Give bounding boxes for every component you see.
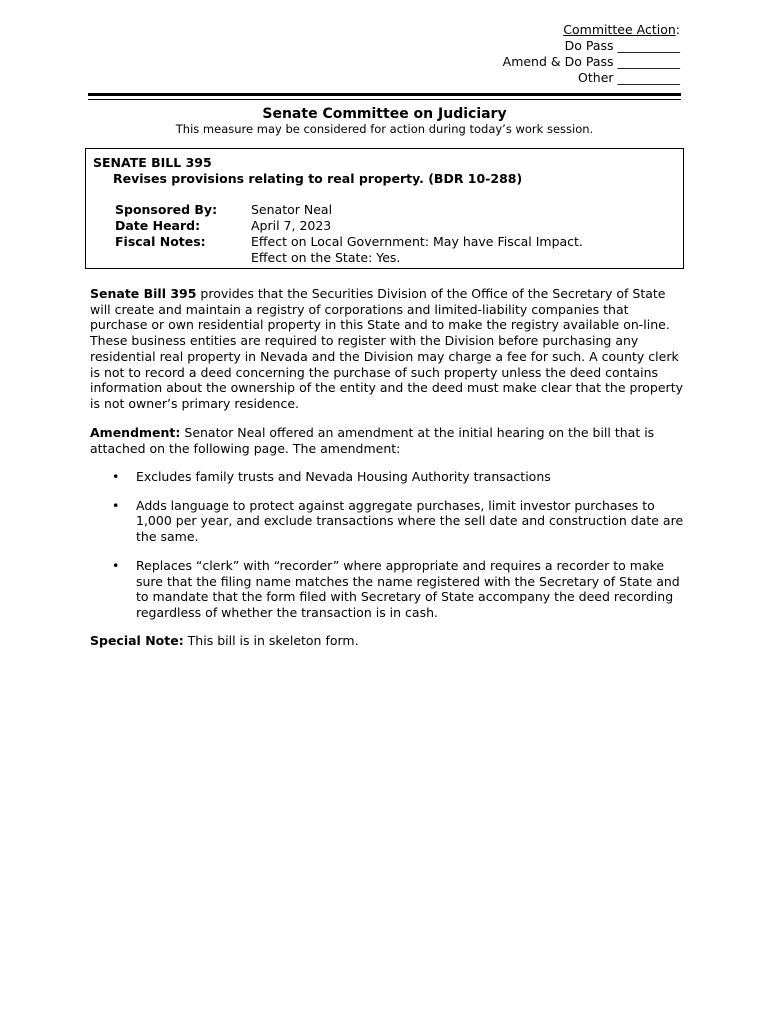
list-item-text: Excludes family trusts and Nevada Housing Authority transactions — [136, 469, 551, 484]
bill-metadata — [115, 202, 583, 266]
bullet-icon: • — [112, 497, 120, 513]
list-item — [90, 498, 685, 545]
special-note-text: This bill is in skeleton form. — [183, 633, 359, 648]
work-session-note: This measure may be considered for action during today’s work session. — [175, 122, 594, 136]
bill-description: Revises provisions relating to real property. (BDR 10-288) — [113, 171, 523, 186]
bullet-icon: • — [112, 557, 120, 573]
list-item-text: Adds language to protect against aggregate purchases, limit investor purchases to 1,000 per year, and exclude transactions where the sell date and construction date are the same. — [136, 497, 684, 545]
special-note-label: Special Note: — [90, 633, 184, 648]
date-heard-value: April 7, 2023 — [251, 218, 332, 233]
list-item-text: Replaces “clerk” with “recorder” where appropriate and requires a recorder to make sure that the filing name matches the name registered with the Secretary of State and to mandate that the form filed with Secretary of State accompany the deed recording regardless of whether the transaction is in cash. — [136, 557, 680, 620]
committee-action-title: Committee Action — [563, 22, 676, 37]
amend-do-pass-line: Amend & Do Pass __________ — [502, 54, 680, 69]
date-heard-label: Date Heard: — [115, 218, 201, 233]
fiscal-notes-label: Fiscal Notes: — [115, 234, 206, 249]
fiscal-spacer — [115, 250, 251, 266]
committee-action-colon: : — [675, 22, 680, 37]
amendment-list — [90, 469, 685, 634]
sponsored-by-label: Sponsored By: — [115, 202, 218, 217]
bullet-icon: • — [112, 469, 120, 484]
list-item — [90, 469, 685, 485]
committee-title: Senate Committee on Judiciary — [262, 106, 507, 122]
amendment-text: Senator Neal offered an amendment at the initial hearing on the bill that is attached on the following page. The amendment: — [90, 425, 655, 456]
amendment-label: Amendment: — [90, 425, 181, 440]
header-rule-thin — [88, 99, 681, 100]
summary-lead: Senate Bill 395 — [90, 286, 197, 301]
list-item — [90, 558, 685, 621]
do-pass-line: Do Pass __________ — [564, 38, 680, 53]
header-rule-thick — [88, 93, 681, 96]
bill-summary-paragraph — [90, 286, 685, 412]
special-note-paragraph — [90, 633, 685, 649]
amendment-paragraph — [90, 425, 685, 456]
fiscal-state-value: Effect on the State: Yes. — [251, 250, 401, 265]
summary-text: provides that the Securities Division of the Office of the Secretary of State will create and maintain a registry of corporations and limited-liability companies that purchase or own residential property in this State and to make the registry available on-line. These business entities are required to register with the Division before purchasing any residential real property in Nevada and the Division may charge a fee for such. A county clerk is not to record a deed concerning the purchase of such property unless the deed contains information about the ownership of the entity and the deed must make clear that the property is not owner’s primary residence. — [90, 286, 683, 411]
committee-action-block — [503, 22, 680, 86]
fiscal-local-value: Effect on Local Government: May have Fiscal Impact. — [251, 234, 583, 249]
bill-info-box — [85, 148, 684, 269]
committee-action-heading — [503, 22, 680, 38]
bill-number: SENATE BILL 395 — [93, 155, 212, 170]
sponsored-by-value: Senator Neal — [251, 202, 333, 217]
other-line: Other __________ — [578, 70, 680, 85]
